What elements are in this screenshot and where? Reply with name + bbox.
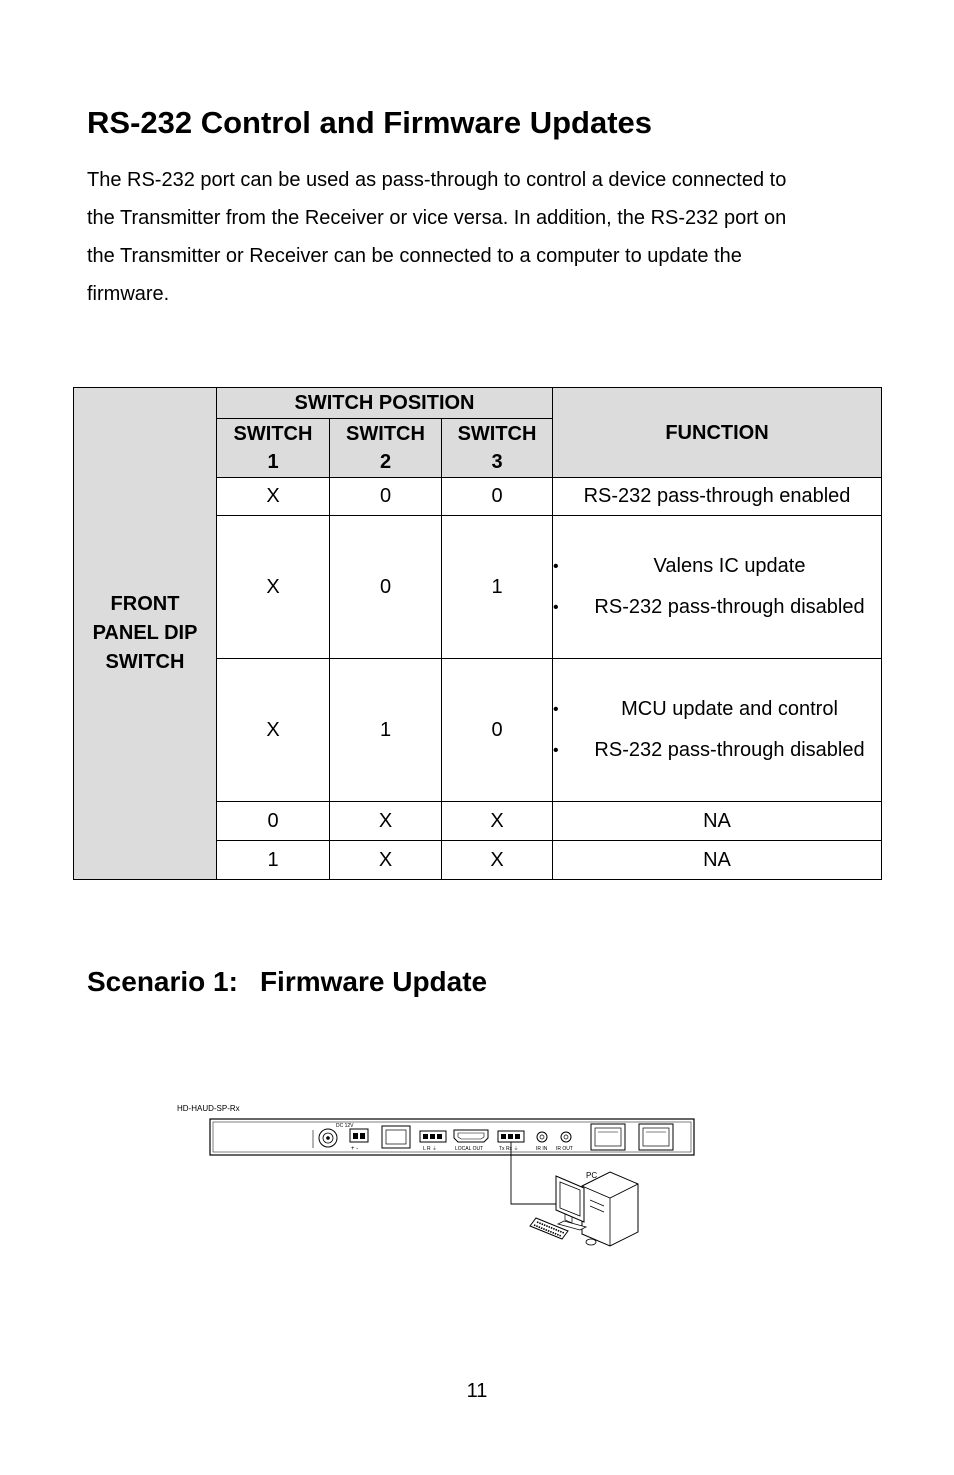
intro-line: the Transmitter or Receiver can be connected to a computer to update the — [87, 245, 742, 267]
dc-label: DC 12V — [336, 1123, 354, 1129]
dip-switch-table — [73, 387, 882, 880]
function-cell: NA — [553, 802, 882, 841]
receiver-device — [210, 1119, 694, 1155]
table-row: 0 X X NA — [74, 802, 882, 841]
function-cell: NA — [553, 841, 882, 880]
ir-out-label: IR OUT — [556, 1146, 573, 1152]
function-bullet: • MCU update and control — [553, 692, 881, 727]
switch-position-header: SWITCH POSITION — [217, 388, 553, 419]
function-header: FUNCTION — [553, 388, 882, 478]
table-row: 1 X X NA — [74, 841, 882, 880]
function-cell — [553, 516, 882, 659]
pc-icon — [530, 1172, 638, 1246]
intro-line: firmware. — [87, 283, 170, 305]
function-bullet: • RS-232 pass-through disabled — [553, 733, 881, 768]
function-cell: RS-232 pass-through enabled — [553, 478, 882, 516]
switch-3-header: SWITCH 3 — [442, 419, 553, 478]
pc-label: PC — [586, 1171, 598, 1180]
switch-2-header: SWITCH 2 — [330, 419, 442, 478]
ir-in-label: IR IN — [536, 1146, 548, 1152]
page-title: RS-232 Control and Firmware Updates — [87, 105, 653, 140]
device-label: HD-HAUD-SP-Rx — [177, 1104, 240, 1113]
table-row: X 0 0 RS-232 pass-through enabled — [74, 478, 882, 516]
intro-line: The RS-232 port can be used as pass-through to control a device connected to — [87, 169, 787, 191]
function-bullet: • Valens IC update — [553, 549, 881, 584]
audio-label: L R ⏚ — [423, 1146, 437, 1152]
page-number: 11 — [466, 1380, 488, 1402]
function-cell — [553, 659, 882, 802]
plus-minus-label: + - — [351, 1146, 359, 1152]
table-header-row — [74, 388, 882, 419]
intro-line: the Transmitter from the Receiver or vice versa. In addition, the RS-232 port on — [87, 207, 787, 229]
intro-paragraph — [87, 161, 877, 313]
switch-1-header: SWITCH 1 — [217, 419, 330, 478]
table-row: X 1 0 • MCU update and control • RS-232 pass-through disabled — [74, 659, 882, 802]
scenario-heading: Scenario 1: Firmware Update — [87, 966, 488, 997]
function-bullet: • RS-232 pass-through disabled — [553, 590, 881, 625]
local-out-label: LOCAL OUT — [455, 1146, 484, 1152]
front-panel-dip-switch-label: FRONT PANEL DIP SWITCH — [74, 388, 217, 880]
txrx-label: Tx Rx ⏚ — [499, 1146, 519, 1152]
connection-diagram — [170, 1096, 710, 1266]
table-row: X 0 1 • Valens IC update • RS-232 pass-through disabled — [74, 516, 882, 659]
